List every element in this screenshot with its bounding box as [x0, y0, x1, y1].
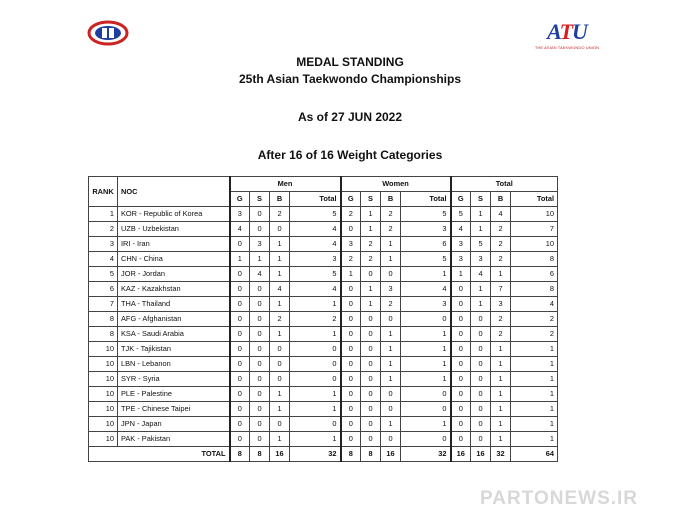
- medal-count-cell: 1: [381, 237, 401, 252]
- medal-count-cell: 1: [491, 432, 511, 447]
- col-header-bronze: B: [491, 192, 511, 207]
- progress-note: After 16 of 16 Weight Categories: [257, 148, 443, 162]
- medal-count-cell: 1: [381, 252, 401, 267]
- medal-count-cell: 3: [230, 207, 250, 222]
- noc-cell: IRI - Iran: [118, 237, 230, 252]
- total-cell: 1: [401, 357, 451, 372]
- total-cell: 0: [290, 417, 341, 432]
- medal-count-cell: 2: [491, 312, 511, 327]
- total-cell: 1: [511, 342, 558, 357]
- medal-count-cell: 1: [471, 207, 491, 222]
- noc-cell: KOR - Republic of Korea: [118, 207, 230, 222]
- medal-count-cell: 0: [250, 297, 270, 312]
- medal-count-cell: 0: [230, 417, 250, 432]
- table-row: [89, 327, 558, 342]
- medal-count-cell: 0: [250, 312, 270, 327]
- medal-count-cell: 0: [451, 357, 471, 372]
- rank-cell: 10: [89, 402, 118, 417]
- medal-table-body: [89, 207, 558, 462]
- total-cell: 1: [290, 387, 341, 402]
- rank-cell: 7: [89, 297, 118, 312]
- medal-count-cell: 0: [381, 267, 401, 282]
- medal-count-cell: 5: [471, 237, 491, 252]
- medal-count-cell: 1: [381, 357, 401, 372]
- noc-header: NOC: [118, 177, 230, 207]
- as-of-date: As of 27 JUN 2022: [297, 110, 403, 124]
- medal-count-cell: 3: [381, 282, 401, 297]
- medal-count-cell: 4: [230, 222, 250, 237]
- total-cell: 5: [401, 252, 451, 267]
- medal-count-cell: 0: [451, 282, 471, 297]
- medal-count-cell: 0: [250, 357, 270, 372]
- medal-count-cell: 3: [341, 237, 361, 252]
- totals-cell: 32: [401, 447, 451, 462]
- total-cell: 7: [511, 222, 558, 237]
- total-cell: 1: [511, 402, 558, 417]
- noc-cell: KSA - Saudi Arabia: [118, 327, 230, 342]
- table-row: [89, 207, 558, 222]
- col-header-total: Total: [401, 192, 451, 207]
- medal-count-cell: 0: [230, 387, 250, 402]
- medal-count-cell: 1: [250, 252, 270, 267]
- medal-count-cell: 1: [491, 372, 511, 387]
- total-cell: 0: [290, 372, 341, 387]
- medal-count-cell: 0: [451, 402, 471, 417]
- medal-count-cell: 0: [341, 402, 361, 417]
- medal-count-cell: 2: [491, 237, 511, 252]
- medal-count-cell: 0: [230, 312, 250, 327]
- col-header-total: Total: [511, 192, 558, 207]
- medal-count-cell: 2: [381, 207, 401, 222]
- medal-count-cell: 3: [471, 252, 491, 267]
- noc-cell: PAK - Pakistan: [118, 432, 230, 447]
- medal-count-cell: 1: [491, 387, 511, 402]
- medal-count-cell: 2: [341, 207, 361, 222]
- table-row: [89, 282, 558, 297]
- table-row: [89, 222, 558, 237]
- medal-count-cell: 1: [361, 297, 381, 312]
- medal-count-cell: 1: [270, 237, 290, 252]
- col-header-silver: S: [250, 192, 270, 207]
- col-header-bronze: B: [270, 192, 290, 207]
- medal-count-cell: 1: [361, 222, 381, 237]
- total-cell: 1: [511, 357, 558, 372]
- medal-count-cell: 0: [341, 327, 361, 342]
- medal-count-cell: 1: [270, 327, 290, 342]
- totals-cell: 16: [270, 447, 290, 462]
- rank-cell: 8: [89, 312, 118, 327]
- medal-count-cell: 0: [230, 402, 250, 417]
- medal-count-cell: 0: [230, 237, 250, 252]
- total-cell: 1: [511, 387, 558, 402]
- total-cell: 0: [401, 387, 451, 402]
- noc-cell: THA - Thailand: [118, 297, 230, 312]
- total-cell: 2: [511, 327, 558, 342]
- totals-cell: 8: [230, 447, 250, 462]
- totals-cell: 8: [250, 447, 270, 462]
- medal-count-cell: 0: [341, 342, 361, 357]
- medal-count-cell: 4: [471, 267, 491, 282]
- table-row: [89, 402, 558, 417]
- medal-count-cell: 0: [451, 342, 471, 357]
- total-cell: 3: [290, 252, 341, 267]
- medal-count-cell: 3: [491, 297, 511, 312]
- total-cell: 4: [511, 297, 558, 312]
- page-title: MEDAL STANDING: [296, 55, 404, 69]
- medal-count-cell: 0: [451, 312, 471, 327]
- medal-count-cell: 7: [491, 282, 511, 297]
- medal-count-cell: 1: [491, 267, 511, 282]
- medal-count-cell: 0: [471, 372, 491, 387]
- medal-count-cell: 4: [270, 282, 290, 297]
- total-cell: 4: [290, 282, 341, 297]
- atu-logo: [534, 20, 600, 54]
- medal-count-cell: 0: [230, 327, 250, 342]
- medal-count-cell: 0: [230, 267, 250, 282]
- medal-count-cell: 0: [270, 357, 290, 372]
- table-row: [89, 267, 558, 282]
- col-header-silver: S: [471, 192, 491, 207]
- medal-count-cell: 0: [270, 342, 290, 357]
- medal-count-cell: 2: [270, 207, 290, 222]
- totals-cell: 32: [491, 447, 511, 462]
- medal-count-cell: 0: [230, 357, 250, 372]
- medal-count-cell: 0: [471, 357, 491, 372]
- medal-count-cell: 1: [341, 267, 361, 282]
- table-row: [89, 387, 558, 402]
- medal-count-cell: 1: [270, 252, 290, 267]
- rank-cell: 10: [89, 387, 118, 402]
- medal-count-cell: 0: [341, 297, 361, 312]
- medal-count-cell: 1: [491, 357, 511, 372]
- medal-count-cell: 1: [270, 432, 290, 447]
- total-cell: 2: [290, 312, 341, 327]
- medal-count-cell: 2: [361, 237, 381, 252]
- col-header-gold: G: [230, 192, 250, 207]
- total-cell: 5: [401, 207, 451, 222]
- table-row: [89, 297, 558, 312]
- medal-count-cell: 0: [381, 312, 401, 327]
- total-cell: 1: [401, 342, 451, 357]
- medal-count-cell: 0: [451, 432, 471, 447]
- medal-count-cell: 0: [250, 417, 270, 432]
- col-header-gold: G: [451, 192, 471, 207]
- medal-count-cell: 1: [361, 282, 381, 297]
- medal-count-cell: 0: [361, 267, 381, 282]
- table-row: [89, 372, 558, 387]
- medal-count-cell: 0: [341, 372, 361, 387]
- medal-count-cell: 0: [361, 402, 381, 417]
- total-cell: 8: [511, 282, 558, 297]
- medal-count-cell: 2: [491, 252, 511, 267]
- rank-header: RANK: [89, 177, 118, 207]
- medal-count-cell: 0: [451, 327, 471, 342]
- total-cell: 6: [401, 237, 451, 252]
- rank-cell: 2: [89, 222, 118, 237]
- totals-cell: 16: [381, 447, 401, 462]
- medal-count-cell: 1: [381, 372, 401, 387]
- totals-cell: 32: [290, 447, 341, 462]
- medal-count-cell: 1: [471, 282, 491, 297]
- total-cell: 1: [511, 417, 558, 432]
- medal-count-cell: 0: [250, 207, 270, 222]
- medal-table: [88, 176, 558, 462]
- medal-count-cell: 0: [230, 372, 250, 387]
- total-cell: 3: [401, 297, 451, 312]
- total-cell: 0: [290, 342, 341, 357]
- total-cell: 1: [511, 372, 558, 387]
- medal-count-cell: 0: [451, 372, 471, 387]
- noc-cell: TPE - Chinese Taipei: [118, 402, 230, 417]
- rank-cell: 3: [89, 237, 118, 252]
- medal-count-cell: 1: [270, 387, 290, 402]
- medal-count-cell: 1: [491, 417, 511, 432]
- atu-logo-caption: THE ASIAN TAEKWONDO UNION: [534, 45, 600, 50]
- medal-count-cell: 0: [471, 402, 491, 417]
- table-row: [89, 237, 558, 252]
- medal-count-cell: 0: [361, 432, 381, 447]
- medal-count-cell: 4: [491, 207, 511, 222]
- medal-count-cell: 4: [250, 267, 270, 282]
- medal-count-cell: 0: [341, 312, 361, 327]
- medal-count-cell: 1: [270, 267, 290, 282]
- medal-count-cell: 1: [230, 252, 250, 267]
- medal-count-cell: 0: [270, 222, 290, 237]
- medal-count-cell: 1: [471, 222, 491, 237]
- total-cell: 5: [290, 207, 341, 222]
- medal-count-cell: 3: [451, 252, 471, 267]
- noc-cell: JOR - Jordan: [118, 267, 230, 282]
- medal-count-cell: 2: [361, 252, 381, 267]
- totals-row: [89, 447, 558, 462]
- total-cell: 8: [511, 252, 558, 267]
- event-title: 25th Asian Taekwondo Championships: [238, 72, 462, 86]
- totals-cell: 16: [451, 447, 471, 462]
- medal-count-cell: 4: [451, 222, 471, 237]
- noc-cell: AFG - Afghanistan: [118, 312, 230, 327]
- medal-count-cell: 1: [451, 267, 471, 282]
- noc-cell: SYR - Syria: [118, 372, 230, 387]
- medal-count-cell: 0: [361, 342, 381, 357]
- medal-count-cell: 3: [250, 237, 270, 252]
- total-cell: 5: [290, 267, 341, 282]
- medal-count-cell: 0: [250, 282, 270, 297]
- medal-count-cell: 0: [250, 432, 270, 447]
- total-cell: 1: [290, 297, 341, 312]
- noc-cell: KAZ - Kazakhstan: [118, 282, 230, 297]
- total-cell: 6: [511, 267, 558, 282]
- men-group-header: Men: [230, 177, 341, 192]
- totals-cell: 8: [361, 447, 381, 462]
- medal-count-cell: 0: [361, 312, 381, 327]
- medal-count-cell: 0: [250, 327, 270, 342]
- table-row: [89, 312, 558, 327]
- total-cell: 4: [290, 237, 341, 252]
- medal-count-cell: 0: [361, 357, 381, 372]
- total-cell: 1: [511, 432, 558, 447]
- total-cell: 1: [401, 372, 451, 387]
- total-cell: 1: [401, 267, 451, 282]
- medal-count-cell: 0: [381, 432, 401, 447]
- total-cell: 0: [290, 357, 341, 372]
- rank-cell: 1: [89, 207, 118, 222]
- atu-logo-mark: ATU: [547, 19, 587, 44]
- rank-cell: 8: [89, 327, 118, 342]
- totals-cell: 64: [511, 447, 558, 462]
- col-header-total: Total: [290, 192, 341, 207]
- medal-count-cell: 0: [361, 327, 381, 342]
- watermark: PARTONEWS.IR: [480, 488, 639, 509]
- medal-count-cell: 0: [471, 387, 491, 402]
- medal-count-cell: 0: [341, 357, 361, 372]
- medal-count-cell: 1: [270, 402, 290, 417]
- medal-count-cell: 2: [491, 327, 511, 342]
- medal-count-cell: 0: [250, 402, 270, 417]
- medal-count-cell: 2: [381, 297, 401, 312]
- medal-count-cell: 0: [451, 387, 471, 402]
- medal-count-cell: 0: [341, 432, 361, 447]
- total-cell: 1: [290, 402, 341, 417]
- table-header-row-groups: [89, 177, 558, 192]
- medal-count-cell: 0: [341, 417, 361, 432]
- medal-count-cell: 0: [341, 387, 361, 402]
- medal-count-cell: 2: [381, 222, 401, 237]
- total-group-header: Total: [451, 177, 558, 192]
- medal-count-cell: 1: [361, 207, 381, 222]
- noc-cell: JPN - Japan: [118, 417, 230, 432]
- federation-logo: [86, 18, 130, 48]
- rank-cell: 5: [89, 267, 118, 282]
- col-header-bronze: B: [381, 192, 401, 207]
- rank-cell: 10: [89, 372, 118, 387]
- rank-cell: 10: [89, 357, 118, 372]
- medal-count-cell: 0: [270, 417, 290, 432]
- medal-count-cell: 0: [230, 282, 250, 297]
- col-header-silver: S: [361, 192, 381, 207]
- total-cell: 10: [511, 207, 558, 222]
- medal-count-cell: 0: [361, 387, 381, 402]
- rank-cell: 10: [89, 417, 118, 432]
- noc-cell: UZB - Uzbekistan: [118, 222, 230, 237]
- totals-cell: 16: [471, 447, 491, 462]
- rank-cell: 10: [89, 432, 118, 447]
- medal-count-cell: 0: [230, 297, 250, 312]
- medal-count-cell: 0: [451, 297, 471, 312]
- total-cell: 0: [401, 432, 451, 447]
- medal-count-cell: 0: [381, 402, 401, 417]
- medal-count-cell: 0: [471, 342, 491, 357]
- medal-count-cell: 1: [270, 297, 290, 312]
- medal-count-cell: 0: [270, 372, 290, 387]
- medal-count-cell: 0: [250, 342, 270, 357]
- medal-count-cell: 0: [250, 372, 270, 387]
- noc-cell: CHN - China: [118, 252, 230, 267]
- women-group-header: Women: [341, 177, 451, 192]
- table-row: [89, 432, 558, 447]
- table-row: [89, 252, 558, 267]
- medal-count-cell: 0: [361, 417, 381, 432]
- medal-count-cell: 0: [471, 417, 491, 432]
- medal-count-cell: 0: [230, 342, 250, 357]
- total-cell: 1: [401, 327, 451, 342]
- medal-count-cell: 2: [270, 312, 290, 327]
- medal-count-cell: 1: [491, 342, 511, 357]
- medal-count-cell: 0: [471, 327, 491, 342]
- medal-count-cell: 3: [451, 237, 471, 252]
- medal-count-cell: 0: [230, 432, 250, 447]
- medal-count-cell: 1: [381, 342, 401, 357]
- total-cell: 4: [290, 222, 341, 237]
- medal-count-cell: 0: [341, 222, 361, 237]
- medal-count-cell: 5: [451, 207, 471, 222]
- table-row: [89, 417, 558, 432]
- table-row: [89, 342, 558, 357]
- taekwondo-federation-logo-icon: [86, 18, 130, 48]
- medal-count-cell: 1: [381, 417, 401, 432]
- noc-cell: LBN - Lebanon: [118, 357, 230, 372]
- medal-count-cell: 1: [491, 402, 511, 417]
- rank-cell: 4: [89, 252, 118, 267]
- medal-count-cell: 2: [341, 252, 361, 267]
- medal-count-cell: 0: [250, 387, 270, 402]
- col-header-gold: G: [341, 192, 361, 207]
- rank-cell: 6: [89, 282, 118, 297]
- total-cell: 0: [401, 402, 451, 417]
- noc-cell: PLE - Palestine: [118, 387, 230, 402]
- table-row: [89, 357, 558, 372]
- total-cell: 0: [401, 312, 451, 327]
- medal-count-cell: 0: [451, 417, 471, 432]
- total-cell: 1: [290, 432, 341, 447]
- total-cell: 2: [511, 312, 558, 327]
- total-cell: 1: [401, 417, 451, 432]
- total-cell: 4: [401, 282, 451, 297]
- total-cell: 1: [290, 327, 341, 342]
- noc-cell: TJK - Tajikistan: [118, 342, 230, 357]
- medal-count-cell: 0: [471, 312, 491, 327]
- rank-cell: 10: [89, 342, 118, 357]
- medal-count-cell: 0: [341, 282, 361, 297]
- total-cell: 10: [511, 237, 558, 252]
- medal-count-cell: 0: [250, 222, 270, 237]
- total-cell: 3: [401, 222, 451, 237]
- totals-cell: 8: [341, 447, 361, 462]
- medal-count-cell: 0: [471, 432, 491, 447]
- medal-count-cell: 0: [361, 372, 381, 387]
- totals-label: TOTAL: [89, 447, 230, 462]
- medal-count-cell: 1: [471, 297, 491, 312]
- medal-count-cell: 0: [381, 387, 401, 402]
- medal-count-cell: 1: [381, 327, 401, 342]
- medal-count-cell: 2: [491, 222, 511, 237]
